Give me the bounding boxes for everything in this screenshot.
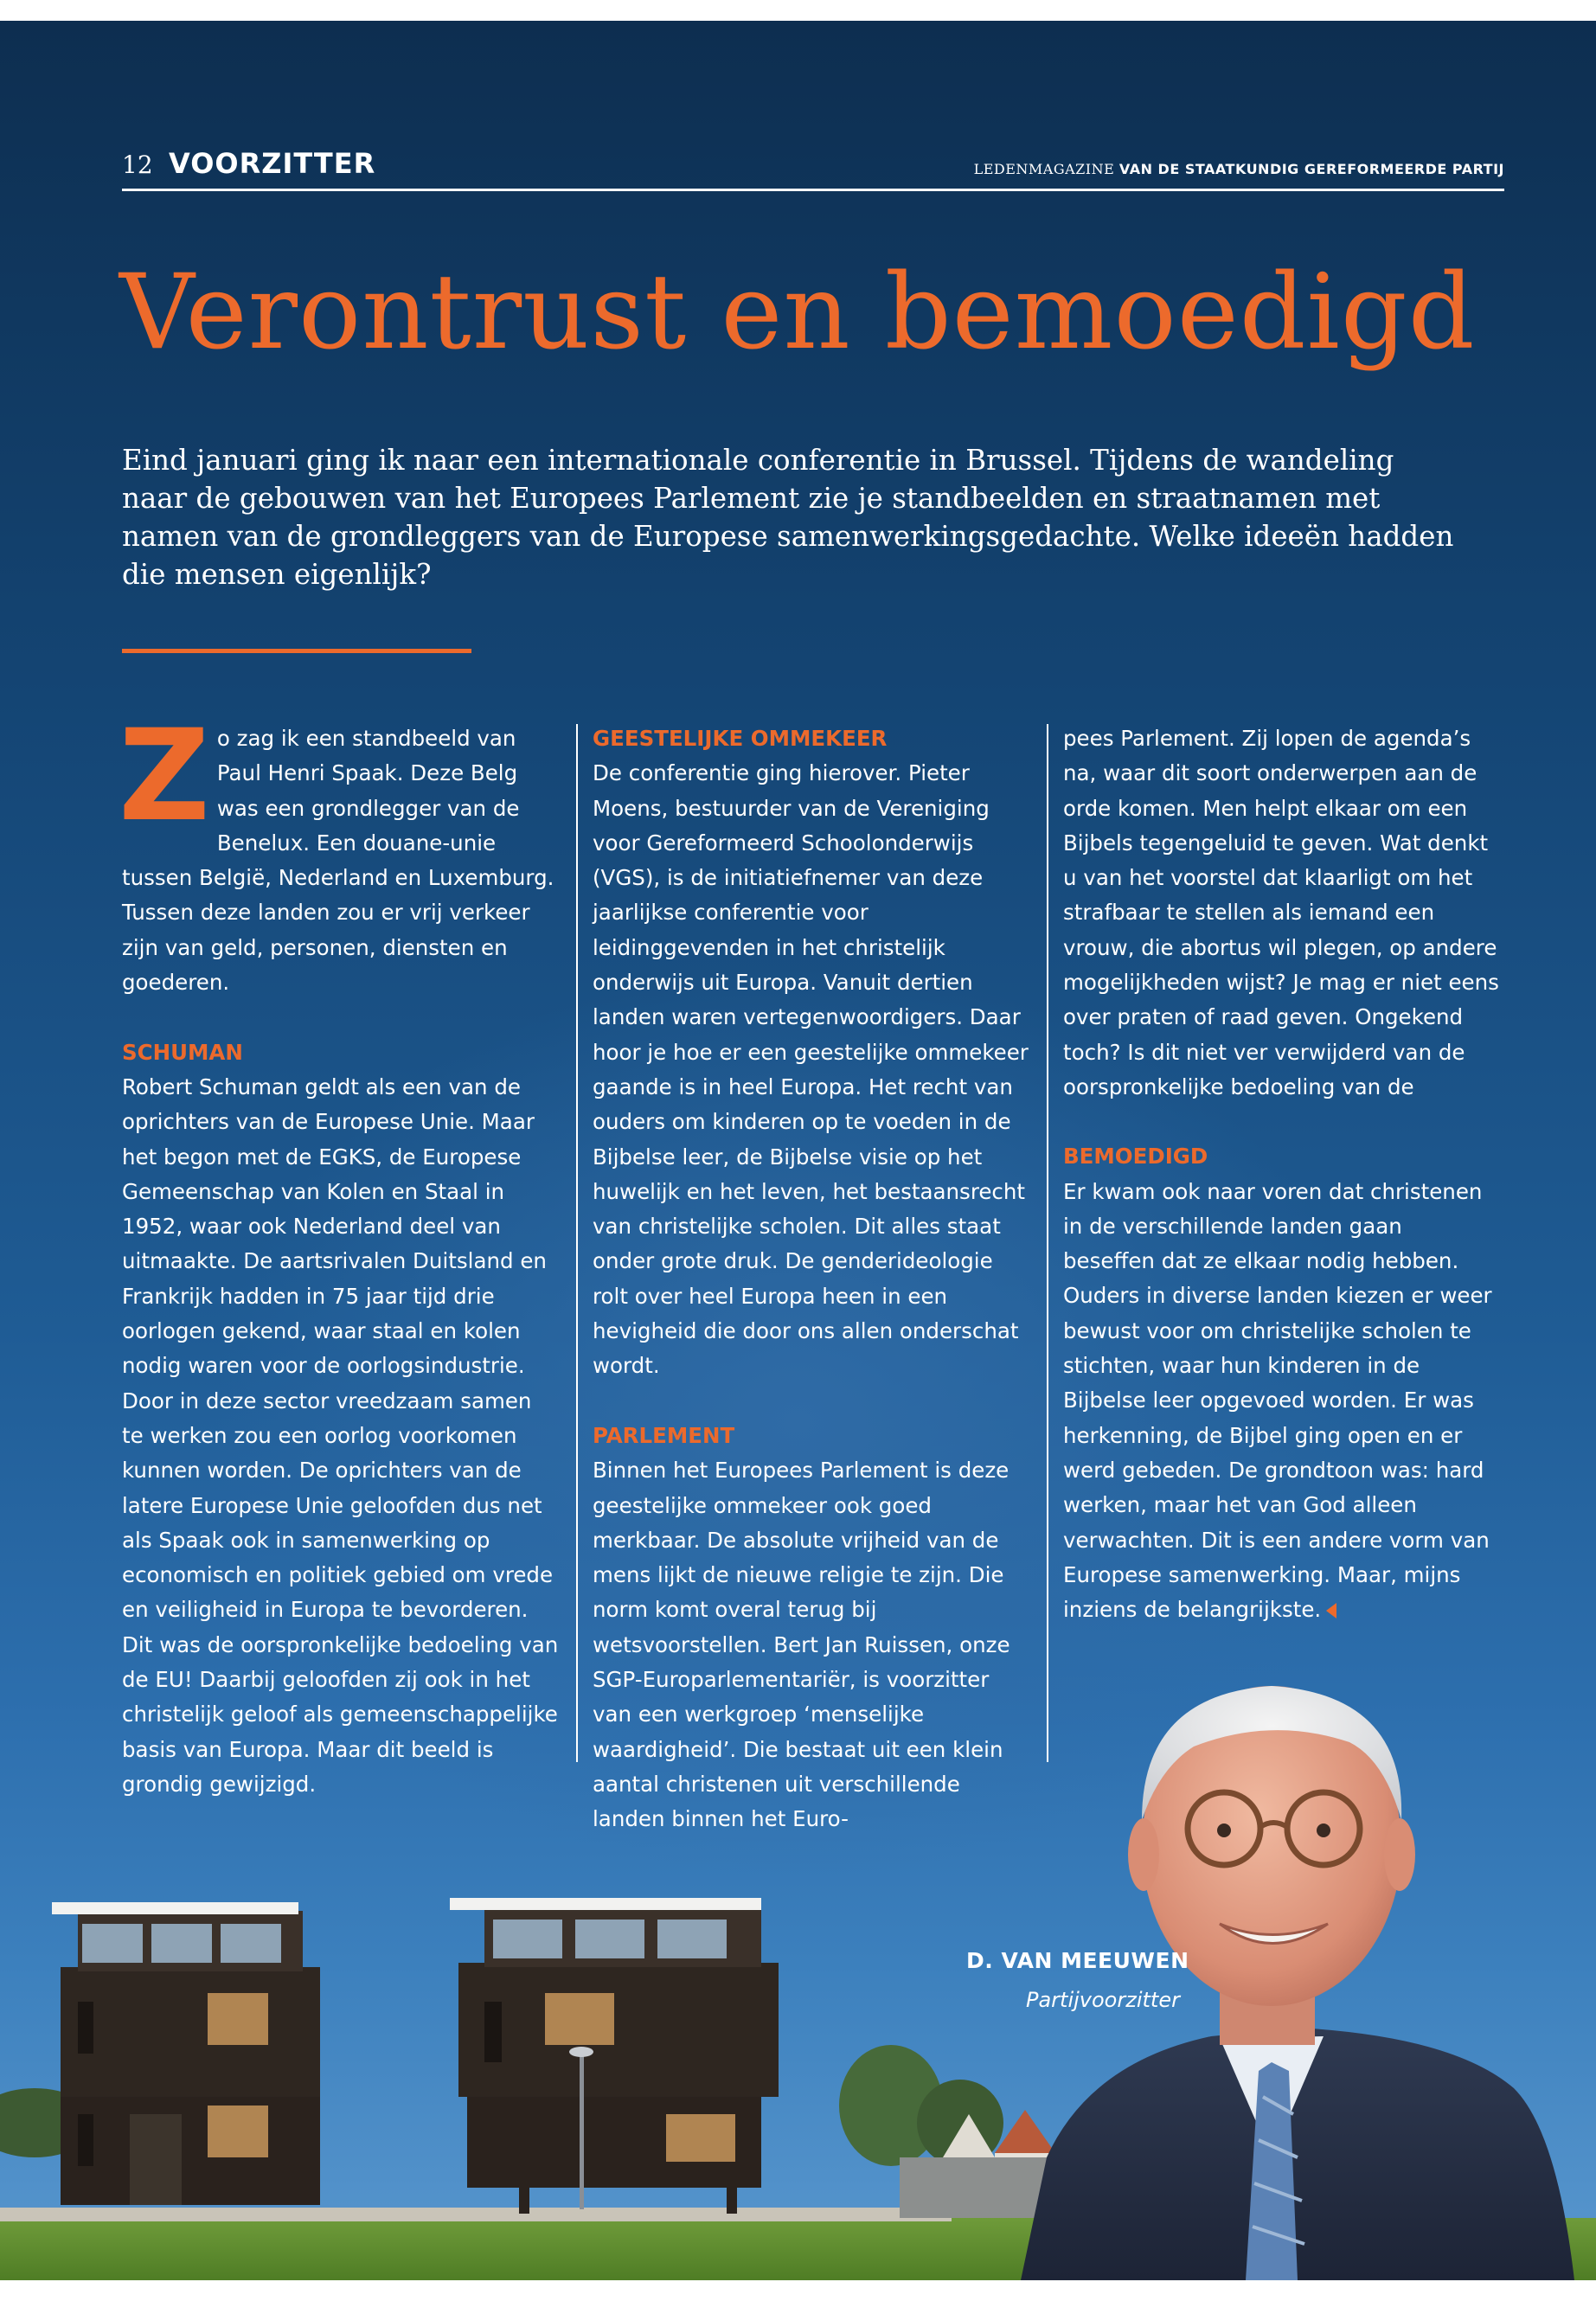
magazine-prefix: LEDENMAGAZINE [973, 161, 1115, 177]
subheading-bemoedigd: BEMOEDIGD [1063, 1144, 1208, 1170]
paragraph-schuman: Robert Schuman geldt als een van de oprichters van de Europese Unie. Maar het begon met de EGKS, de Europese Gemeenschap van Kolen en Staal in 1952, waar ook Nederland deel van uitmaakte. De aartsrivalen Duitsland en Frankrijk hadden in 75 jaar tijd drie oorlogen gekend, waar staal en kolen nodig waren voor de oorlogsindustrie. Door in deze sector vreedzaam samen te werken zou een oorlog voorkomen kunnen worden. De oprichters van de latere Europese Unie geloofden dus net als Spaak ook in samenwerking op economisch en politiek gebied om vrede en veiligheid in Europa te bevorderen. Dit was de oorspronkelijke bedoeling van de EU! Daarbij geloofden zij ook in het christelijk geloof als gemeenschappelijke basis van Europa. Maar dit beeld is grondig gewijzigd. [122, 1074, 559, 1797]
subheading-geestelijke-ommekeer: GEESTELIJKE OMMEKEER [593, 726, 888, 751]
paragraph-bemoedigd [1063, 1175, 1500, 1628]
paragraph-parlement-continued [1063, 721, 1500, 1105]
path [0, 2208, 952, 2221]
subheading-schuman: SCHUMAN [122, 1039, 243, 1065]
column-2 [593, 721, 1029, 1837]
portrait-chairman [1021, 1686, 1574, 2280]
opening-paragraph [119, 702, 559, 1000]
author-role: Partijvoorzitter [1026, 1988, 1180, 2012]
page-number: 12 [122, 151, 153, 179]
subheading-parlement: PARLEMENT [593, 1422, 735, 1448]
paragraph-parlement: Binnen het Europees Parlement is deze geestelijke ommekeer ook goed merkbaar. De absolute vrijheid van de mens lijkt de nieuwe religie te zijn. Die norm komt overal terug bij wetsvoorstellen. Bert Jan Ruissen, onze SGP-Europarlementariër, is voorzitter van een werkgroep ‘menselijke waardigheid’. Die bestaat uit een klein aantal christenen uit verschillende landen binnen het Euro- [593, 1458, 1010, 1832]
column-divider-1 [576, 724, 578, 1762]
magazine-page [0, 21, 1596, 2280]
magazine-title: VAN DE STAATKUNDIG GEREFORMEERDE PARTIJ [1118, 161, 1504, 177]
office-building-right [450, 1898, 779, 2214]
column-divider-2 [1047, 724, 1048, 1762]
article-intro: Eind januari ging ik naar een internationale conferentie in Brussel. Tijdens de wandeling naar de gebouwen van het Europees Parlement zie je standbeelden en straatnamen met namen van de grondleggers van de Europese samenwerkingsgedachte. Welke ideeën hadden die mensen eigenlijk? [122, 444, 1454, 591]
drop-cap: Z [119, 702, 210, 849]
end-mark-icon [1326, 1603, 1336, 1618]
section-title: VOORZITTER [169, 147, 376, 180]
opening-text: o zag ik een standbeeld van Paul Henri Spaak. Deze Belg was een grondlegger van de Benelux. Een douane-unie tussen België, Nederland en Luxemburg. Tussen deze landen zou er vrij verkeer zijn van geld, personen, diensten en goederen. [122, 726, 554, 996]
column-3 [1063, 721, 1500, 1627]
bemoedigd-text: Er kwam ook naar voren dat christenen in de verschillende landen gaan beseffen dat ze elkaar nodig hebben. Ouders in diverse landen kiezen er weer bewust voor om christelijke scholen te stichten, waar hun kinderen in de Bijbelse leer opgevoed worden. Er was herkenning, de Bijbel ging open en er werd gebeden. De grondtoon was: hard werken, maar het van God alleen verwachten. Dit is een andere vorm van Europese samenwerking. Maar, mijns inziens de belangrijkste. [1063, 1178, 1492, 1623]
column-1 [119, 702, 559, 1802]
parlement-continuation-text: pees Parlement. Zij lopen de agenda’s na, waar dit soort onderwerpen aan de orde komen. Men helpt elkaar om een Bijbels tegengeluid te geven. Wat denkt u van het voorstel dat klaarligt om het strafbaar te stellen als iemand een vrouw, die abortus wil plegen, op andere mogelijkheden wijst? Je mag er niet eens over praten of raad geven. Ongekend toch? Is dit niet ver verwijderd van de oorspronkelijke bedoeling van de [1063, 726, 1499, 1099]
office-building-left [52, 1902, 320, 2205]
author-name: D. VAN MEEUWEN [966, 1948, 1189, 1973]
article-title: Verontrust en bemoedigd [119, 253, 1476, 373]
paragraph-geestelijke-ommekeer: De conferentie ging hierover. Pieter Moens, bestuurder van de Vereniging voor Gereformeerd Schoolonderwijs (VGS), is de initiatiefnemer van deze jaarlijkse conferentie voor leidinggevenden in het christelijk onderwijs uit Europa. Vanuit dertien landen waren vertegenwoordigers. Daar hoor je hoe er een geestelijke ommekeer gaande is in heel Europa. Het recht van ouders om kinderen op te voeden in de Bijbelse leer, de Bijbelse visie op het huwelijk en het leven, het bestaansrecht van christelijke scholen. Dit alles staat onder grote druk. De genderideologie rolt over heel Europa heen in een hevigheid die door ons allen onderschat wordt. [593, 760, 1029, 1379]
